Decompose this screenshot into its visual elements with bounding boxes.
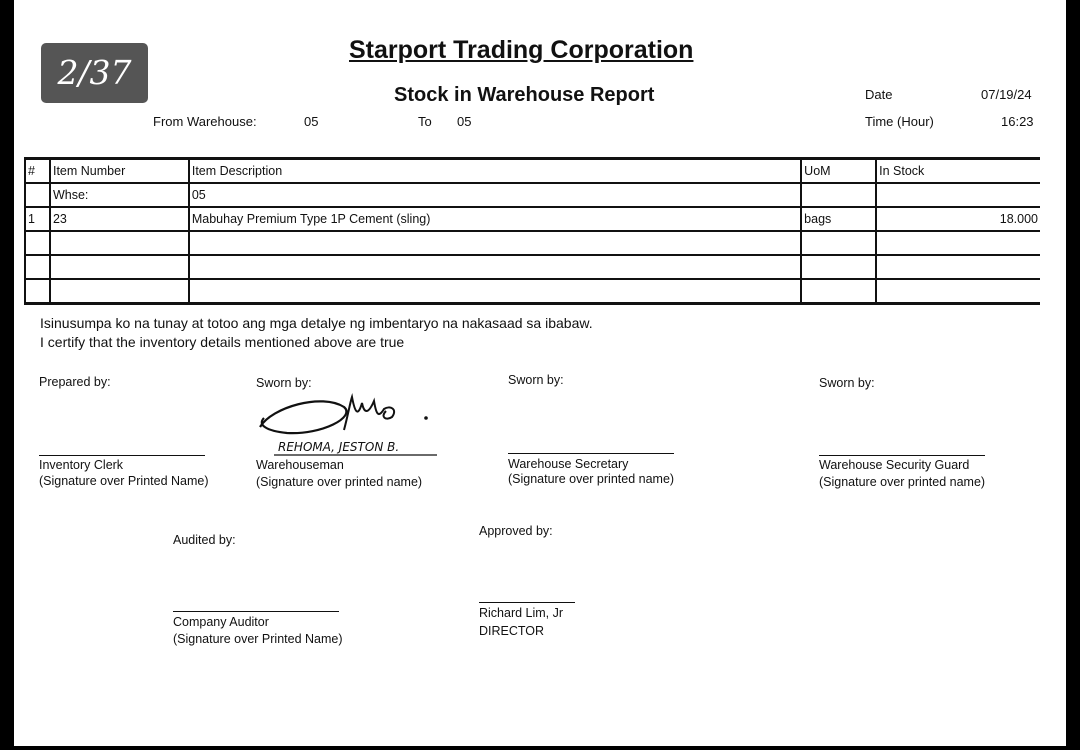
sworn-by-caption-2: Sworn by: <box>508 373 564 387</box>
date-label: Date <box>865 87 893 102</box>
prepared-by-caption: Prepared by: <box>39 375 111 389</box>
security-guard-note: (Signature over printed name) <box>819 475 986 489</box>
warehouse-secretary-role: Warehouse Secretary <box>508 457 629 471</box>
inventory-clerk-role: Inventory Clerk <box>39 458 124 472</box>
statement-english: I certify that the inventory details mentioned above are true <box>40 334 405 350</box>
signature-line <box>508 453 674 454</box>
empty-row <box>25 231 1040 255</box>
security-guard-role: Warehouse Security Guard <box>819 458 970 472</box>
col-header-description: Item Description <box>189 159 801 184</box>
table-header-row <box>25 159 1040 184</box>
warehouse-secretary-note: (Signature over printed name) <box>508 472 675 486</box>
audited-by-caption: Audited by: <box>173 533 236 547</box>
whse-value: 05 <box>189 183 801 207</box>
row-uom: bags <box>801 207 876 231</box>
col-header-item-number: Item Number <box>50 159 189 184</box>
to-warehouse-value: 05 <box>457 114 472 129</box>
time-value: 16:23 <box>1001 114 1034 129</box>
row-in-stock: 18.000 <box>876 207 1040 231</box>
to-warehouse-label: To <box>418 114 432 129</box>
statement-tagalog: Isinusumpa ko na tunay at totoo ang mga detalye ng imbentaryo na nakasaad sa ibabaw. <box>40 315 593 331</box>
sworn-by-caption-3: Sworn by: <box>819 376 875 390</box>
table-row <box>25 207 1040 231</box>
approved-by-caption: Approved by: <box>479 524 553 538</box>
row-description: Mabuhay Premium Type 1P Cement (sling) <box>189 207 801 231</box>
company-auditor-role: Company Auditor <box>173 615 269 629</box>
empty-row <box>25 279 1040 304</box>
from-warehouse-label: From Warehouse: <box>153 114 257 129</box>
whse-label: Whse: <box>50 183 189 207</box>
stock-table <box>24 157 1040 305</box>
inventory-clerk-note: (Signature over Printed Name) <box>39 474 209 488</box>
col-header-uom: UoM <box>801 159 876 184</box>
from-warehouse-value: 05 <box>304 114 319 129</box>
handwritten-signature <box>252 385 442 460</box>
row-number: 1 <box>25 207 50 231</box>
signature-line <box>39 455 205 456</box>
row-item-number: 23 <box>50 207 189 231</box>
date-value: 07/19/24 <box>981 87 1032 102</box>
report-title: Stock in Warehouse Report <box>394 84 655 106</box>
sworn-by-caption-1: Sworn by: <box>256 376 312 390</box>
approver-name: Richard Lim, Jr <box>479 606 564 620</box>
empty-row <box>25 255 1040 279</box>
signature-line <box>479 602 575 603</box>
col-header-no: # <box>25 159 50 184</box>
company-name: Starport Trading Corporation <box>349 36 694 64</box>
signature-line <box>819 455 985 456</box>
signature-line <box>173 611 339 612</box>
report-page <box>14 0 1066 746</box>
time-label: Time (Hour) <box>865 114 934 129</box>
warehouseman-role: Warehouseman <box>256 458 344 472</box>
col-header-in-stock: In Stock <box>876 159 1040 184</box>
company-auditor-note: (Signature over Printed Name) <box>173 632 343 646</box>
handwritten-name: REHOMA, JESTON B. <box>278 440 400 454</box>
warehouse-row <box>25 183 1040 207</box>
warehouseman-note: (Signature over printed name) <box>256 475 423 489</box>
approver-title: DIRECTOR <box>479 624 545 638</box>
page-indicator-badge: 2/37 <box>41 43 148 103</box>
